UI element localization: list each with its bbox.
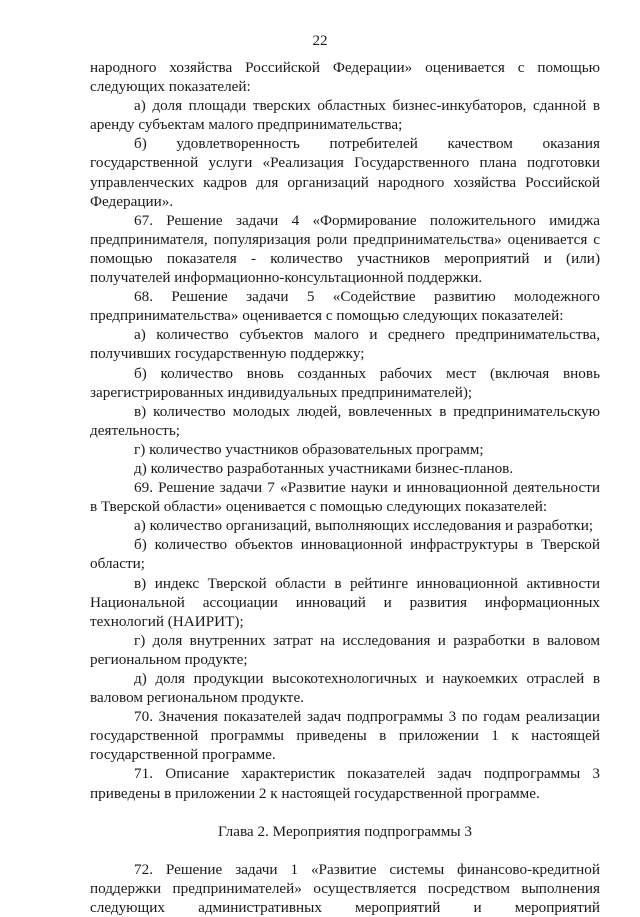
list-item: в) индекс Тверской области в рейтинге инновационной активности Национальной ассоциации инноваций и развития информационных технологий (НАИРИТ); xyxy=(90,574,600,630)
list-item: г) доля внутренних затрат на исследования и разработки в валовом региональном продукте; xyxy=(90,631,600,668)
list-item: а) количество организаций, выполняющих исследования и разработки; xyxy=(134,517,594,535)
paragraph: народного хозяйства Российской Федерации» оценивается с помощью следующих показателей: xyxy=(90,59,600,96)
list-item: б) количество объектов инновационной инфраструктуры в Тверской области; xyxy=(90,536,600,573)
list-item: а) доля площади тверских областных бизнес-инкубаторов, сданной в аренду субъектам малого предпринимательства; xyxy=(90,97,600,134)
numbered-paragraph: 69. Решение задачи 7 «Развитие науки и инновационной деятельности в Тверской области» оценивается с помощью следующих показателей: xyxy=(90,479,600,516)
list-item: а) количество субъектов малого и среднего предпринимательства, получивших государственную поддержку; xyxy=(90,326,600,363)
list-item: д) количество разработанных участниками бизнес-планов. xyxy=(134,459,514,477)
document-body xyxy=(90,58,600,917)
chapter-heading: Глава 2. Мероприятия подпрограммы 3 xyxy=(218,822,472,840)
list-item: б) количество вновь созданных рабочих мест (включая вновь зарегистрированных индивидуальных предпринимателей); xyxy=(90,364,600,401)
list-item: б) удовлетворенность потребителей качеством оказания государственной услуги «Реализация Государственного плана подготовки управленческих кадров для организаций народного хозяйства Российской Федерации». xyxy=(90,135,600,210)
page-number: 22 xyxy=(312,33,328,49)
list-item: д) доля продукции высокотехнологичных и наукоемких отраслей в валовом региональном продукте. xyxy=(90,670,600,707)
numbered-paragraph: 71. Описание характеристик показателей задач подпрограммы 3 приведены в приложении 2 к настоящей государственной программе. xyxy=(90,765,600,802)
list-item: г) количество участников образовательных программ; xyxy=(134,440,484,458)
numbered-paragraph: 67. Решение задачи 4 «Формирование положительного имиджа предпринимателя, популяризация роли предпринимательства» оценивается с помощью показателя - количество участников мероприятий и (или) получателей информационно-консультационной поддержки. xyxy=(90,211,600,287)
numbered-paragraph: 68. Решение задачи 5 «Содействие развитию молодежного предпринимательства» оценивается с помощью следующих показателей: xyxy=(90,288,600,325)
numbered-paragraph: 72. Решение задачи 1 «Развитие системы финансово-кредитной поддержки предпринимателей» осуществляется посредством выполнения следующих административных мероприятий и мероприятий xyxy=(90,860,600,916)
numbered-paragraph: 70. Значения показателей задач подпрограммы 3 по годам реализации государственной программы приведены в приложении 1 к настоящей государственной программе. xyxy=(90,708,600,764)
list-item: в) количество молодых людей, вовлеченных в предпринимательскую деятельность; xyxy=(90,402,600,439)
